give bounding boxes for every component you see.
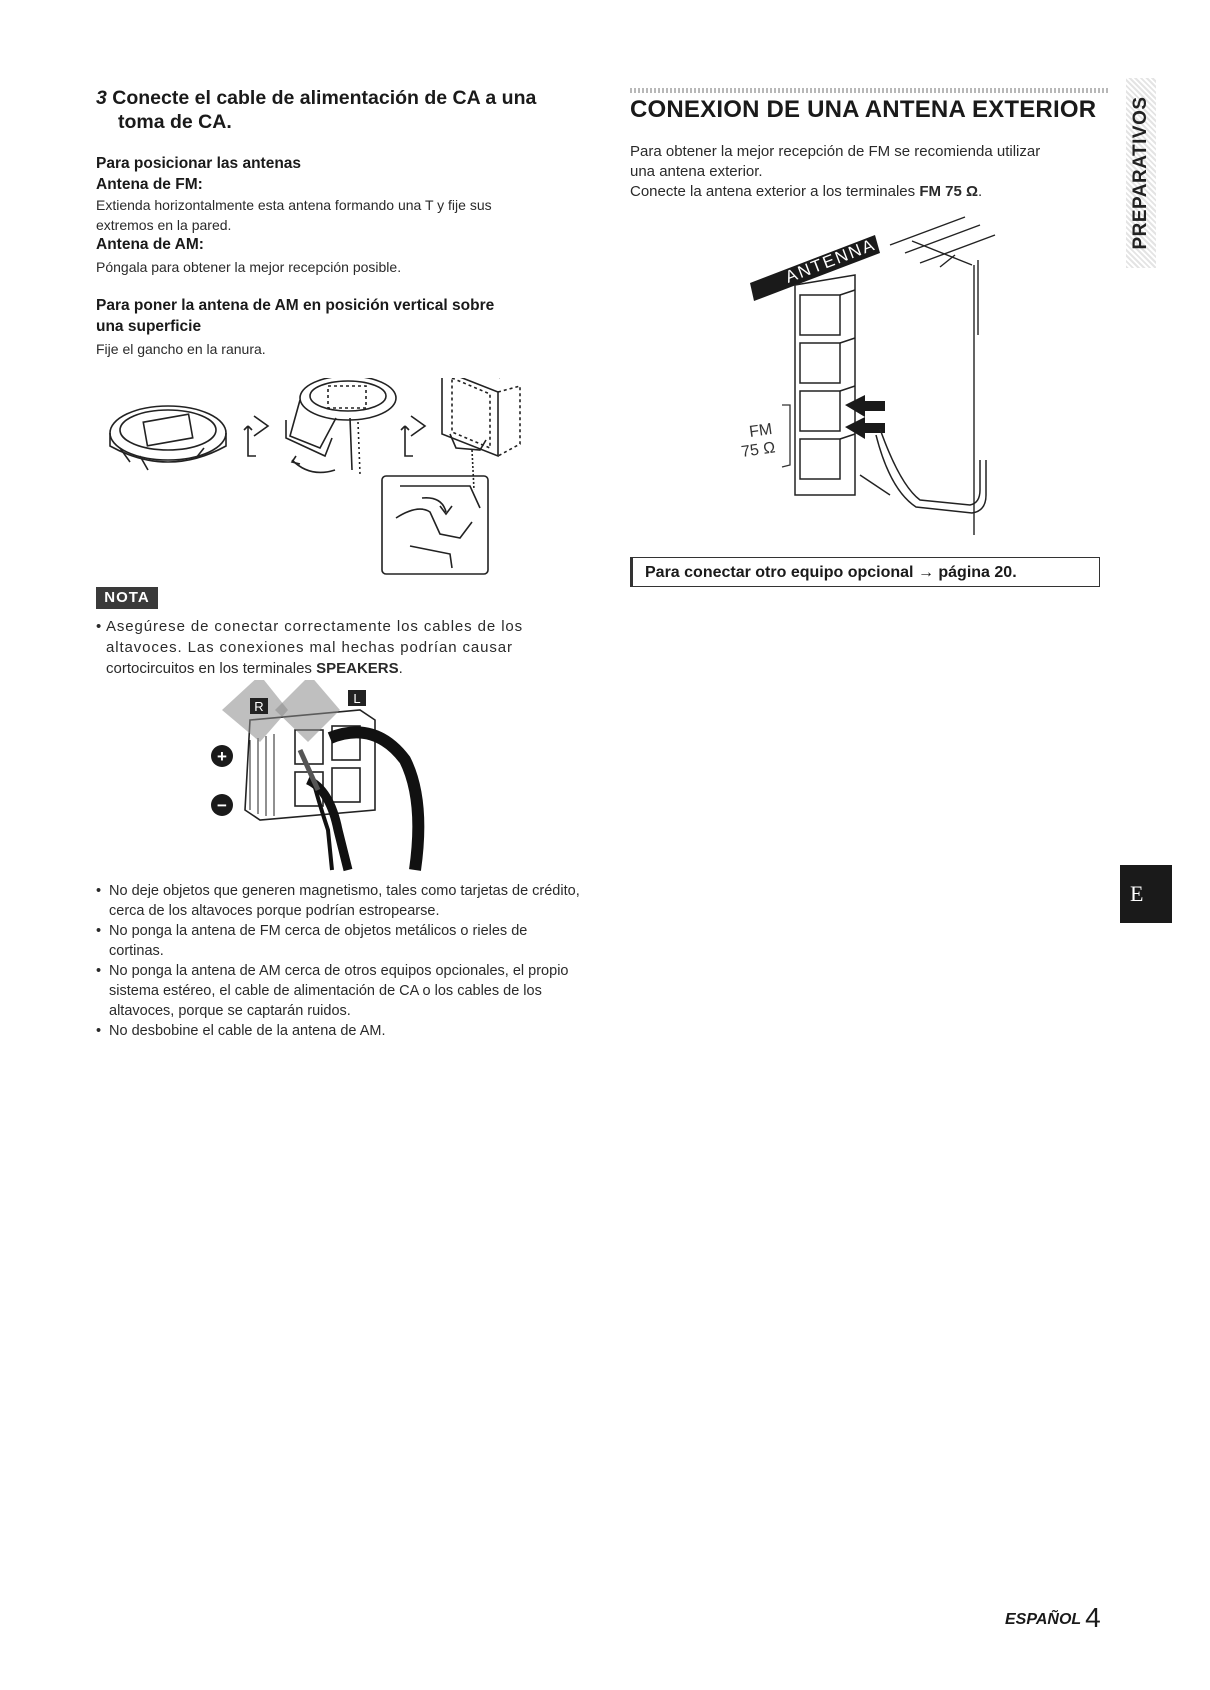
step-3-heading (96, 86, 578, 134)
terminal-bracket (782, 405, 790, 467)
optional-equipment-callout: Para conectar otro equipo opcional → página 20. (630, 557, 1100, 587)
am-antenna-label: Antena de AM: (96, 236, 204, 253)
page-footer (1005, 1602, 1101, 1634)
step-text-line2: toma de CA. (118, 111, 232, 133)
footer-language: ESPAÑOL (1005, 1611, 1082, 1628)
antenna-banner (750, 235, 880, 301)
step-text-line1: Conecte el cable de alimentación de CA a una (112, 87, 537, 109)
am-loop-flat (110, 406, 226, 470)
speaker-terminal-illustration (200, 680, 450, 880)
nota-bullet-1: • Asegúrese de conectar correctamente los cables de los altavoces. Las conexiones mal hechas podrían causar cortocircuitos en los terminales SPEAKERS. (96, 618, 524, 677)
intro-line-1: Para obtener la mejor recepción de FM se recomienda utilizar (630, 143, 1041, 160)
intro-line-2: una antena exterior. (630, 163, 763, 180)
nota-line-3: cortocircuitos en los terminales (106, 660, 317, 677)
svg-text:−: − (217, 796, 227, 815)
page-number: 4 (1085, 1602, 1101, 1633)
ohm-figure-label: 75 Ω (740, 439, 777, 461)
fm-antenna-text-2: extremos en la pared. (96, 217, 232, 233)
vertical-am-heading-2: una superficie (96, 318, 202, 335)
nota-line-2: altavoces. Las conexiones mal hechas podrían causar (106, 639, 513, 656)
nota-line-1: Asegúrese de conectar correctamente los cables de los (106, 618, 524, 635)
warning-list (96, 881, 580, 1041)
section-rule (630, 88, 1110, 93)
am-antenna-text: Póngala para obtener la mejor recepción posible. (96, 259, 402, 275)
arrow-icon (845, 395, 885, 439)
am-loop-tilt (286, 378, 396, 474)
rear-panel (795, 275, 855, 495)
list-item: • No deje objetos que generen magnetismo, tales como tarjetas de crédito, cerca de los altavoces porque podrían estropearse. (96, 881, 580, 921)
position-antennas-heading: Para posicionar las antenas (96, 155, 302, 172)
r-label: R (254, 699, 264, 714)
fm-terminal-label: FM 75 Ω (919, 183, 979, 200)
antenna-banner-text: ANTENNA (782, 234, 879, 287)
nota-badge: NOTA (96, 587, 158, 609)
section-side-tab (1126, 78, 1156, 268)
vertical-am-heading-1: Para poner la antena de AM en posición vertical sobre (96, 297, 495, 314)
fm-terminal-figure-label: FM (748, 420, 774, 441)
am-antenna-illustration (100, 378, 580, 583)
list-item: • No ponga la antena de AM cerca de otros equipos opcionales, el propio sistema estéreo, el cable de alimentación de CA o los cables de los altavoces, porque se captarán ruidos. (96, 961, 580, 1021)
fm-antenna-text-1: Extienda horizontalmente esta antena formando una T y fije sus (96, 197, 492, 213)
am-loop-vertical (442, 378, 520, 490)
external-antenna-illustration (740, 205, 1060, 550)
step-number: 3 (96, 87, 107, 109)
l-label: L (353, 691, 361, 706)
hook-detail-inset (382, 476, 488, 574)
language-tab: E (1120, 865, 1172, 923)
fm-antenna-label: Antena de FM: (96, 176, 203, 193)
svg-text:+: + (217, 747, 227, 766)
intro-line-3: Conecte la antena exterior a los terminales FM 75 Ω. (630, 183, 983, 200)
coax-cable (860, 429, 986, 513)
list-item: • No desbobine el cable de la antena de AM. (96, 1021, 580, 1041)
arrow-right-icon (401, 416, 425, 456)
vertical-am-text: Fije el gancho en la ranura. (96, 341, 266, 357)
side-tab-label: PREPARATIVOS (1130, 96, 1151, 250)
section-title: CONEXION DE UNA ANTENA EXTERIOR (630, 96, 1097, 123)
speakers-label: SPEAKERS (316, 660, 399, 677)
list-item: • No ponga la antena de FM cerca de objetos metálicos o rieles de cortinas. (96, 921, 580, 961)
arrow-right-icon (244, 416, 268, 456)
